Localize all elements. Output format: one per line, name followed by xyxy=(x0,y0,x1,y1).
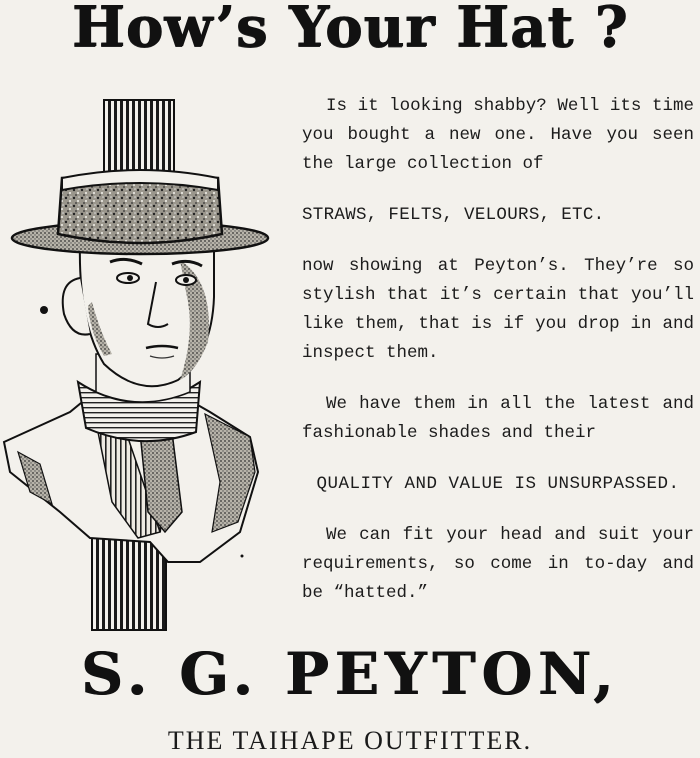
firm-name: S. G. PEYTON, xyxy=(80,640,620,708)
quality-line: QUALITY AND VALUE IS UNSURPASSED. xyxy=(316,474,680,494)
fit-paragraph: We can fit your head and suit your requirements, so come in to-day and be “hatted.” xyxy=(302,525,694,603)
shades-paragraph: We have them in all the latest and fashionable shades and their xyxy=(302,394,694,443)
showing-paragraph: now showing at Peyton’s. They’re so stylish that it’s certain that you’ll like them, that is if you drop in and inspect them. xyxy=(302,256,694,363)
advert-copy xyxy=(302,92,694,608)
post-bottom xyxy=(92,538,166,630)
headline: How’s Your Hat ? xyxy=(71,0,629,60)
post-top xyxy=(104,100,174,178)
products-line: STRAWS, FELTS, VELOURS, ETC. xyxy=(302,205,605,225)
intro-paragraph: Is it looking shabby? Well its time you bought a new one. Have you seen the large collection of xyxy=(302,96,694,174)
tagline: THE TAIHAPE OUTFITTER. xyxy=(167,726,533,755)
man-in-hat-illustration xyxy=(0,92,290,632)
